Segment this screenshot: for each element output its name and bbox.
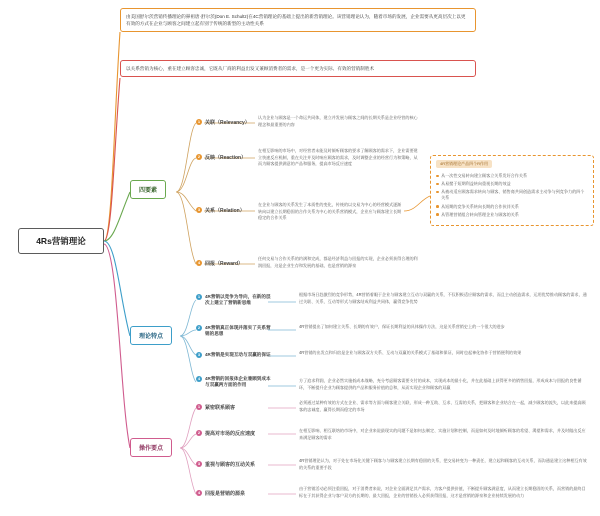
node-point-3-label: 重视与顾客的互动关系	[205, 462, 256, 468]
node-point-4-label: 回报是营销的源泉	[205, 491, 246, 497]
node-point-1-desc: 必须通过某种有效的方式在企业、需求等方面与顾客建立关联，形成一种互助、互求、互需的关系，把顾客和企业结合在一起，减少顾客的流失，以此来提高顾客的忠诚度，赢得长期而稳定的市场	[299, 400, 586, 412]
node-point-4-desc: 由于营销活动必须注重回报，对于消费者来说，对企业全面满足其产需求，为客户提供价值，不断提升顾客满意度，从而建立长期稳固的关系，而营销的最终目标在于其获得企业与客户双方的长期的、最大回报，企业的营销投入必须获得回报，这才是营销的源泉和企业持续发展的动力	[299, 486, 586, 498]
node-reward[interactable]	[196, 260, 243, 267]
bullet-dot-icon	[436, 191, 439, 194]
node-point-3-desc: 4R营销理论认为，对于处在市场化关键下顾客与与顾客建立长期有稳固的关系，把交易转变为一种责任，建立起和顾客的互动关系，而沟通是建立这种相互有效的关系的重要手段	[299, 458, 587, 470]
node-point-4[interactable]	[196, 490, 245, 497]
definition-text: 以关系营销为核心，重在建立顾客忠诚，它既从厂商的利益出发又兼顾消费者的需求，是一个更为实际、有效的营销制胜术	[126, 66, 375, 71]
node-feature-4[interactable]	[196, 376, 272, 389]
node-relation-desc: 在企业与顾客的关系发生了本质性的变化，传统的以交易为中心的经营模式逐渐转向以建立长期稳固的合作关系为中心的关系营销模式，企业应与顾客建立长期稳定的合作关系	[258, 202, 402, 221]
bullet-number: 2	[197, 325, 201, 330]
node-feature-3[interactable]	[196, 352, 272, 358]
bullet-dot-icon	[436, 183, 439, 186]
node-relation-label: 关系（Relation）	[205, 208, 245, 214]
node-relevancy-label: 关联（Relevancy）	[205, 120, 250, 126]
node-relation[interactable]	[196, 207, 245, 214]
root-node[interactable]	[18, 228, 104, 254]
node-relevancy-desc: 认为企业与顾客是一个命运共同体，建立并发展与顾客之间的长期关系是企业经营的核心理念和最重要的内容	[258, 115, 418, 127]
bullet-number: 4	[197, 260, 201, 265]
node-point-2-desc: 在相互影响、相互联络的市场中，对企业来说最现实的问题不是如何去制定、实施计划和控制，而是如何及时地倾听顾客的希望、渴望和需求，并及时做出反应来满足顾客的需求	[299, 428, 586, 440]
node-point-1-label: 紧密联系顾客	[205, 405, 236, 411]
callout-item-text: 从短期的竞争关系转向长期的合作伙伴关系	[441, 203, 519, 209]
definition-box[interactable]	[120, 60, 476, 77]
branch-features-label: 理论特点	[139, 334, 164, 340]
callout-item	[436, 189, 588, 201]
branch-features[interactable]	[130, 326, 172, 345]
node-point-1[interactable]	[196, 404, 235, 411]
node-feature-2[interactable]	[196, 325, 272, 338]
callout-item	[436, 212, 588, 218]
node-feature-1[interactable]	[196, 294, 272, 307]
callout-item	[436, 204, 588, 210]
origin-text: 由美国舒尔茨营销传播理论的鼻祖唐·舒尔茨(Don E. Schultz)在4C营销理论的基础上提出的新营销理论。该营销理论认为，随着市场的发展，企业需要从更高层次上以更有效的方式在企业与顾客之间建立起有别于传统的新型的主动性关系	[126, 14, 466, 27]
callout-item-text: 从被动适应顾客需求转向与顾客、销售商共同创造需求主动争与到竞争力的四个关系	[441, 189, 585, 201]
bullet-number: 1	[197, 294, 201, 299]
node-reward-desc: 任何交易与合作关系的约满和完成，都是经济利益与回报的实现，企业必须获得合理的利润回报，这是企业生存和发展的基础，也是营销的源泉	[258, 256, 418, 268]
node-feature-3-label: 4R营销是实现互动与双赢的保证	[205, 352, 271, 357]
callout-item	[436, 173, 588, 179]
node-reaction[interactable]	[196, 154, 246, 161]
branch-key-points-label: 操作要点	[139, 446, 164, 452]
callout-item-text: 从易摆于短期利益转向重视长期的效益	[441, 181, 511, 187]
node-reaction-desc: 在相互影响的市场中，对经营者未能及时倾听顾客的要求了解顾客的需求下，企业需要建立快速反应机制，重在关注并及时响应顾客的需求，及时调整企业的经营行为和策略，从而为顾客提供满意的产品和服务，提高市场反应速度	[258, 148, 418, 167]
bullet-number: 2	[197, 154, 201, 159]
bullet-number: 1	[197, 404, 201, 409]
bullet-number: 3	[197, 352, 201, 357]
bullet-number: 3	[197, 461, 201, 466]
node-reward-label: 回报（Reward）	[205, 261, 244, 267]
root-label: 4Rs营销理论	[36, 236, 86, 246]
bullet-number: 4	[197, 490, 201, 495]
node-feature-1-label: 4R营销以竞争为导向，在新的层次上建立了营销新思维	[205, 294, 271, 306]
bullet-dot-icon	[436, 205, 439, 208]
branch-four-elements-label: 四要素	[139, 188, 158, 194]
node-point-2[interactable]	[196, 430, 255, 437]
branch-four-elements[interactable]	[130, 180, 166, 199]
node-point-3[interactable]	[196, 461, 255, 468]
callout-item-text: 从一次性交易转向建立顾客立关系发好合作关系	[441, 173, 528, 178]
bullet-number: 4	[197, 376, 201, 381]
callout-item-text: 从管理营销组合转向管理企业与顾客的关系	[441, 211, 519, 217]
bullet-dot-icon	[436, 213, 439, 216]
callout-box[interactable]	[430, 155, 594, 226]
bullet-dot-icon	[436, 175, 439, 178]
node-relevancy[interactable]	[196, 119, 250, 126]
node-reaction-label: 反映（Reaction）	[205, 155, 247, 161]
node-feature-4-desc: 方了追求利润，企业必然实施低成本战略，充分考虑顾客需要支付的成本，实现成本的最小化，并在此基础上获得更多的销售回报，形成成本与回报的良性循环，不断提升企业为顾客提供的产品和服务价值的总和，从而实现企业和顾客的双赢	[299, 378, 582, 390]
origin-box[interactable]	[120, 8, 476, 32]
node-feature-2-desc: 4R营销提出了如何建立关系、长期的有效户，保证长期利益的具体操作方法，这是关系营销史上的一个很大的进步	[299, 324, 505, 329]
node-point-2-label: 提高对市场的反应速度	[205, 431, 256, 437]
node-feature-1-desc: 根据市场日趋激烈的竞争形势，4R营销着眼于企业与顾客建立互动与双赢的关系，不仅积极适应顾客的需求，而且主动创造需求，运用优势推动顾客的需求，通过关联、关系、互动等形式与顾客结成利益共同体，赢得竞争优势	[299, 292, 587, 304]
node-feature-3-desc: 4R营销的出发点和归宿是企业与顾客双方关系、互动与双赢的关系模式了基础和保证，同时也起神化协作于营销便利的效果	[299, 350, 522, 355]
bullet-number: 2	[197, 430, 201, 435]
node-feature-4-label: 4R营销的回报体企业兼顾到成本与双赢两方面的作用	[205, 376, 271, 388]
bullet-number: 3	[197, 207, 201, 212]
branch-key-points[interactable]	[130, 438, 172, 457]
callout-title: 4R营销理论产品四个R作用	[436, 160, 492, 168]
node-feature-2-label: 4R营销真正体现并落实了关系营销的思想	[205, 325, 271, 337]
bullet-number: 1	[197, 119, 201, 124]
callout-item	[436, 181, 588, 187]
